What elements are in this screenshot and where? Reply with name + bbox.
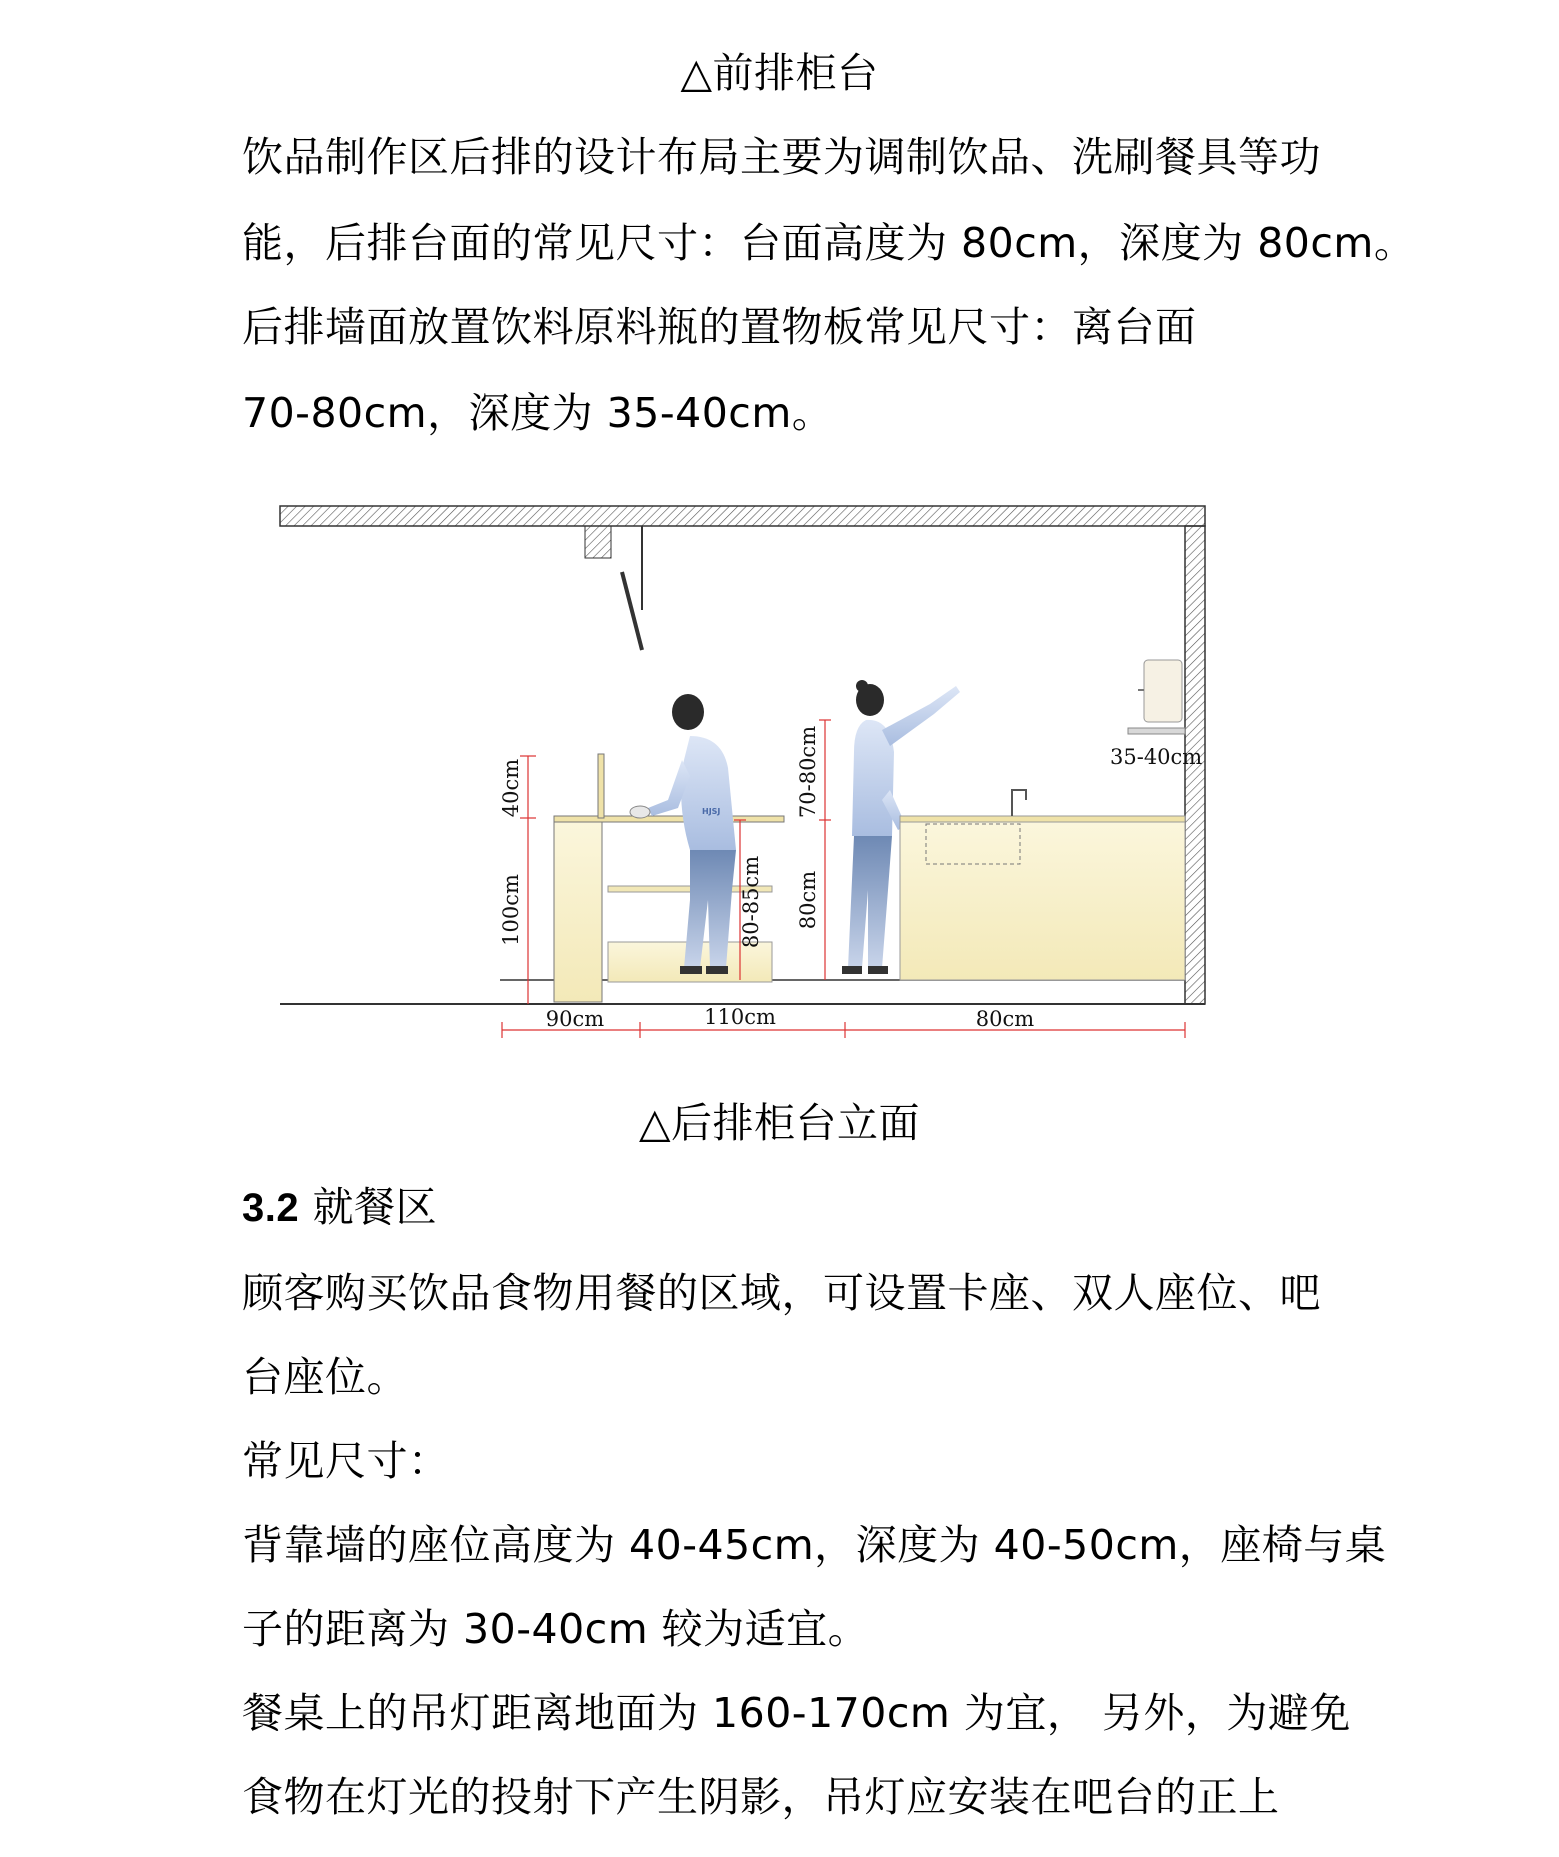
section-number: 3.2 (242, 1186, 300, 1230)
male-figure (630, 694, 736, 974)
paragraph-line: 台座位。 (242, 1353, 408, 1401)
faucet (1012, 790, 1026, 816)
front-counter-upstand (598, 754, 604, 818)
back-counter-elevation-diagram (270, 490, 1230, 1050)
dim-80cm-height: 80cm (796, 870, 820, 930)
dim-35-40cm: 35-40cm (1110, 745, 1203, 769)
back-counter-body (900, 822, 1185, 980)
paragraph-line: 饮品制作区后排的设计布局主要为调制饮品、洗刷餐具等功 (242, 133, 1321, 181)
dispenser (1144, 660, 1182, 722)
dim-80-85cm: 80-85cm (739, 855, 763, 949)
section-title: 就餐区 (299, 1183, 438, 1231)
dim-80cm-width: 80cm (975, 1007, 1035, 1031)
caption-front-counter: △前排柜台 (680, 49, 879, 97)
dim-70-80cm: 70-80cm (796, 725, 820, 819)
ceiling-slab (280, 506, 1205, 526)
paragraph-line: 餐桌上的吊灯距离地面为 160-170cm 为宜， 另外，为避免 (242, 1689, 1351, 1737)
caption-back-counter-elevation: △后排柜台立面 (638, 1099, 921, 1147)
paragraph-line: 顾客购买饮品食物用餐的区域，可设置卡座、双人座位、吧 (242, 1269, 1321, 1317)
wall-shelf (1128, 728, 1185, 734)
logo-text: HJSJ (702, 807, 721, 816)
dim-90cm: 90cm (545, 1007, 605, 1031)
section-heading (242, 1182, 437, 1233)
back-counter-top (900, 816, 1185, 822)
paragraph-line: 后排墙面放置饮料原料瓶的置物板常见尺寸：离台面 (242, 303, 1197, 351)
paragraph-line: 常见尺寸： (242, 1437, 450, 1485)
paragraph-line: 能，后排台面的常见尺寸：台面高度为 80cm，深度为 80cm。 (242, 219, 1416, 267)
ceiling-lamp (622, 572, 642, 650)
paragraph-line: 70-80cm，深度为 35-40cm。 (242, 389, 834, 437)
dim-40cm: 40cm (499, 758, 523, 818)
paragraph-line: 子的距离为 30-40cm 较为适宜。 (242, 1605, 870, 1653)
paragraph-line: 食物在灯光的投射下产生阴影，吊灯应安装在吧台的正上 (242, 1773, 1280, 1821)
paragraph-line: 背靠墙的座位高度为 40-45cm，深度为 40-50cm，座椅与桌 (242, 1521, 1387, 1569)
ceiling-fixture (585, 526, 611, 558)
front-counter-body (554, 820, 602, 1002)
dim-100cm: 100cm (499, 874, 523, 946)
dim-110cm: 110cm (704, 1005, 776, 1029)
front-counter-top (554, 816, 784, 822)
